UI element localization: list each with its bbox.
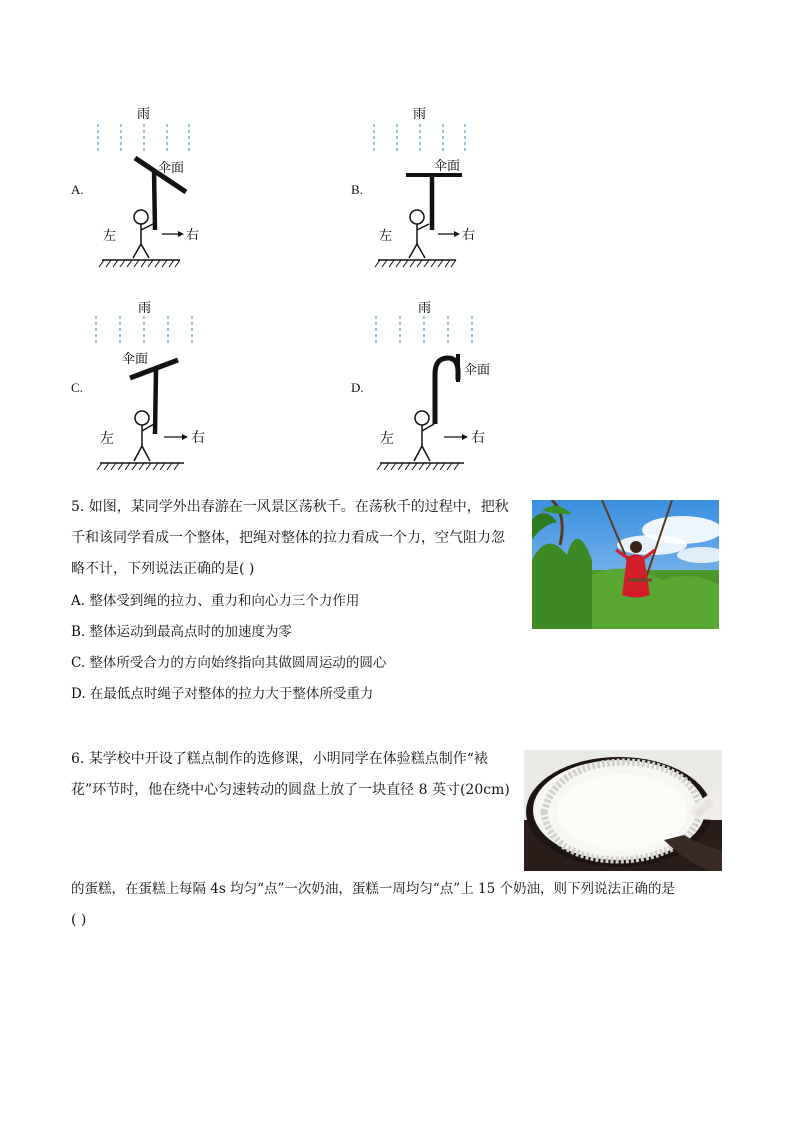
rain-label: 雨 [413, 107, 427, 122]
rain-label: 雨 [137, 107, 151, 122]
umbrella-label: 伞面 [158, 161, 185, 176]
cake-photo [524, 750, 722, 871]
q5-line-1: 5. 如图，某同学外出春游在一风景区荡秋千。在荡秋千的过程中，把秋 [71, 499, 509, 515]
q6-line-2: 花”环节时，他在绕中心匀速转动的圆盘上放了一块直径 8 英寸(20cm) [71, 782, 510, 798]
stick-figure [409, 210, 429, 258]
stick-figure [133, 210, 153, 258]
q5-choice-b: B. 整体运动到最高点时的加速度为零 [71, 624, 293, 640]
option-c-letter: C. [71, 380, 83, 395]
left-label: 左 [103, 229, 117, 244]
option-b-letter: B. [351, 182, 363, 197]
right-label: 右 [462, 228, 476, 243]
q5-choice-c: C. 整体所受合力的方向始终指向其做圆周运动的圆心 [71, 655, 387, 671]
arrow-right-icon [454, 231, 460, 237]
arrow-right-icon [178, 231, 184, 237]
stick-figure [414, 411, 434, 461]
arrow-right-icon [462, 434, 468, 440]
umbrella-label: 伞面 [464, 363, 491, 378]
option-b-diagram [366, 100, 486, 275]
right-label: 右 [186, 228, 200, 243]
option-a-letter: A. [71, 182, 84, 197]
q6-line-1: 6. 某学校中开设了糕点制作的选修课，小明同学在体验糕点制作“裱 [71, 751, 488, 767]
left-label: 左 [100, 431, 114, 447]
rain-lines [376, 316, 472, 344]
swing-photo [532, 500, 719, 629]
right-label: 右 [191, 430, 205, 446]
option-d-letter: D. [351, 380, 364, 395]
umbrella-handle [435, 358, 458, 424]
umbrella-label: 伞面 [434, 159, 461, 174]
q5-choice-d: D. 在最低点时绳子对整体的拉力大于整体所受重力 [71, 686, 374, 702]
rain-lines [96, 316, 192, 344]
q6-line-4: ( ) [71, 912, 87, 928]
left-label: 左 [379, 229, 393, 244]
umbrella-label: 伞面 [122, 352, 149, 367]
left-label: 左 [380, 431, 394, 447]
umbrella-handle [154, 170, 155, 230]
option-d-diagram [368, 296, 498, 471]
q5-line-2: 千和该同学看成一个整体，把绳对整体的拉力看成一个力，空气阻力忽 [71, 530, 505, 546]
right-label: 右 [471, 430, 485, 446]
rain-lines [98, 124, 189, 152]
q5-line-3: 略不计，下列说法正确的是( ) [71, 561, 255, 577]
q5-choice-a: A. 整体受到绳的拉力、重力和向心力三个力作用 [71, 593, 360, 609]
stick-figure [134, 411, 154, 461]
arrow-right-icon [182, 434, 188, 440]
umbrella-handle [155, 369, 156, 434]
rain-label: 雨 [138, 301, 152, 316]
rain-label: 雨 [418, 301, 432, 316]
rain-lines [374, 124, 465, 152]
q6-line-3: 的蛋糕，在蛋糕上每隔 4s 均匀“点”一次奶油，蛋糕一周均匀“点”上 15 个奶油，则下列说法正确的是 [71, 881, 675, 897]
option-c-diagram [88, 296, 218, 471]
option-a-diagram [90, 100, 210, 275]
